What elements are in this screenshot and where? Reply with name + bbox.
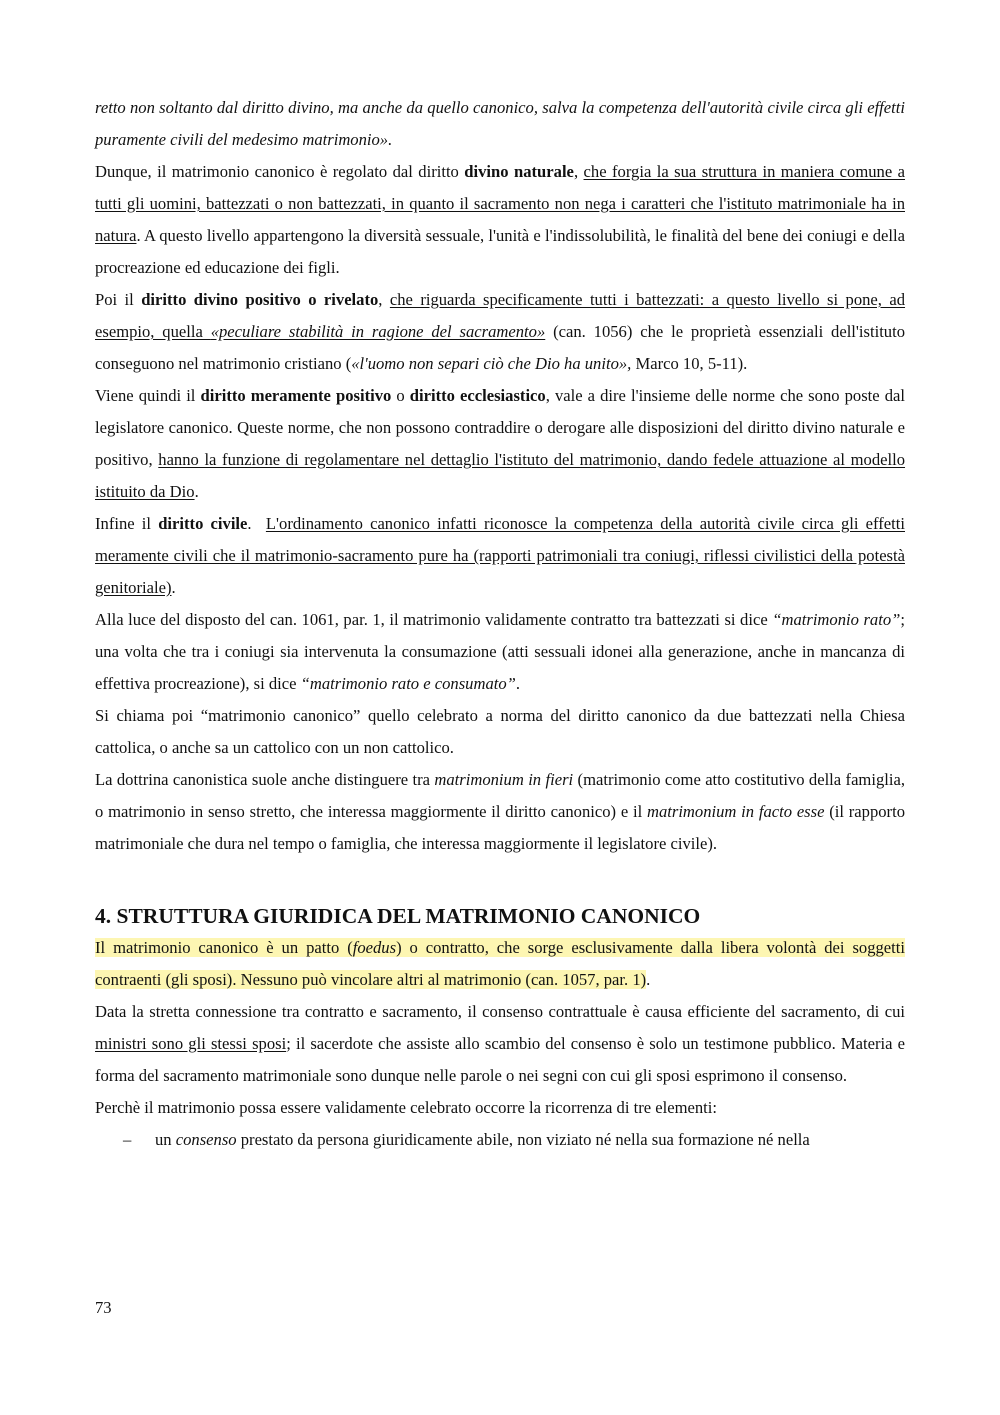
text: . A questo livello appartengono la diversità sessuale, l'unità e l'indissolubilità, le finalità del bene dei coniugi e della procreazione ed educazione dei figli. [95,226,905,277]
text: Viene quindi il [95,386,201,405]
text: ; il sacerdote che assiste allo scambio del consenso è solo un testimone pubblico. Materia e forma del sacramento matrimoniale sono dunque nelle parole o nei segni con cui gli sposi esprimono il consenso. [95,1034,905,1085]
text: (can. 1056) che le proprietà essenziali dell'istituto conseguono nel matrimonio cristiano ( [95,322,906,373]
text: Alla luce del disposto del can. 1061, par. 1, il matrimonio validamente contratto tra battezzati si dice [95,610,773,629]
underlined-italic-quote: «peculiare stabilità in ragione del sacramento» [210,322,546,341]
page-content [95,92,905,1156]
list-dash: – [123,1130,132,1149]
underlined-text: hanno la funzione di regolamentare nel dettaglio l'istituto del matrimonio, dando fedele attuazione al modello istituito da Dio [95,450,906,501]
text: Marco 10, 5-11). [631,354,748,373]
italic-term: matrimonium in facto esse [646,802,825,821]
text: . [646,970,651,989]
highlighted-text: Il matrimonio canonico è un patto ( [95,938,353,957]
text: , [378,290,390,309]
text: ; una volta che tra i coniugi sia intervenuta la consumazione (atti sessuali idonei alla generazione, anche in mancanza di effettiva procreazione), si dice [95,610,905,693]
bold-term: diritto ecclesiastico [409,386,546,405]
text: . [194,482,199,501]
text: La dottrina canonistica suole anche distinguere tra [95,770,435,789]
paragraph-dottrina [95,764,905,860]
text: Perchè il matrimonio possa essere validamente celebrato occorre la ricorrenza di tre elementi: [95,1098,717,1117]
text: Data la stretta connessione tra contratto e sacramento, il consenso contrattuale è causa efficiente del sacramento, di cui [95,1002,905,1021]
text: o [391,386,410,405]
text: (il rapporto matrimoniale che dura nel tempo o famiglia, che interessa maggiormente il legislatore civile). [95,802,905,853]
text: Dunque, il matrimonio canonico è regolato dal diritto [95,162,465,181]
highlighted-italic-term: foedus [352,938,397,957]
paragraph-divino-positivo [95,284,905,380]
bold-term: divino naturale [464,162,574,181]
underlined-text: che forgia la sua struttura in maniera comune a tutti gli uomini, battezzati o non battezzati, in quanto il sacramento non nega i caratteri che l'istituto matrimoniale ha in natura [95,162,906,245]
underlined-text: L'ordinamento canonico infatti riconosce la competenza della autorità civile circa gli effetti meramente civili che il matrimonio-sacramento pure ha (rapporti patrimoniali tra coniugi, riflessi civilistici della potestà genitoriale) [95,514,905,597]
text: Poi il [95,290,142,309]
italic-quote: «l'uomo non separi ciò che Dio ha unito», [351,354,632,373]
page-number: 73 [95,1298,112,1317]
underlined-text: ministri sono gli stessi sposi [95,1034,287,1053]
text: . [171,578,176,597]
text: Si chiama poi “matrimonio canonico” quello celebrato a norma del diritto canonico da due battezzati nella Chiesa cattolica, o anche sa un cattolico con un non cattolico. [95,706,905,757]
quote-text: retto non soltanto dal diritto divino, ma anche da quello canonico, salva la competenza dell'autorità civile circa gli effetti puramente civili del medesimo matrimonio». [95,98,905,149]
text: , vale a dire l'insieme delle norme che sono poste dal legislatore canonico. Queste norme, che non possono contraddire o derogare alle disposizioni del diritto divino naturale e positivo, [95,386,905,469]
text: prestato da persona giuridicamente abile, non viziato né nella sua formazione né nella [236,1130,810,1149]
section-heading: 4. STRUTTURA GIURIDICA DEL MATRIMONIO CANONICO [95,904,701,928]
text: Infine il [95,514,159,533]
paragraph-divino-naturale [95,156,905,284]
bold-term: diritto meramente positivo [200,386,392,405]
text: . [247,514,266,533]
list-item [95,1124,905,1156]
text: (matrimonio come atto costitutivo della famiglia, o matrimonio in senso stretto, che interessa maggiormente il diritto canonico) e il [95,770,905,821]
paragraph-patto [95,932,905,996]
text: , [573,162,584,181]
underlined-text: che riguarda specificamente tutti i battezzati: a questo livello si pone, ad esempio, quella [95,290,906,341]
italic-term: consenso [175,1130,237,1149]
bold-term: diritto civile [158,514,248,533]
paragraph-diritto-positivo [95,380,905,508]
text: . [515,674,521,693]
paragraph-matrimonio-canonico [95,700,905,764]
paragraph-matrimonio-rato [95,604,905,700]
paragraph-consenso [95,996,905,1092]
highlighted-text: ) o contratto, che sorge esclusivamente dalla libera volontà dei soggetti contraenti (gli sposi). Nessuno può vincolare altri al matrimonio (can. 1057, par. 1) [95,938,905,989]
bold-term: diritto divino positivo o rivelato [141,290,379,309]
paragraph-elementi [95,1092,905,1124]
italic-term: “matrimonio rato” [772,610,901,629]
paragraph-diritto-civile [95,508,905,604]
italic-term: “matrimonio rato e consumato” [300,674,516,693]
paragraph-quote-end [95,92,905,156]
italic-term: matrimonium in fieri [434,770,574,789]
text: un [155,1130,176,1149]
